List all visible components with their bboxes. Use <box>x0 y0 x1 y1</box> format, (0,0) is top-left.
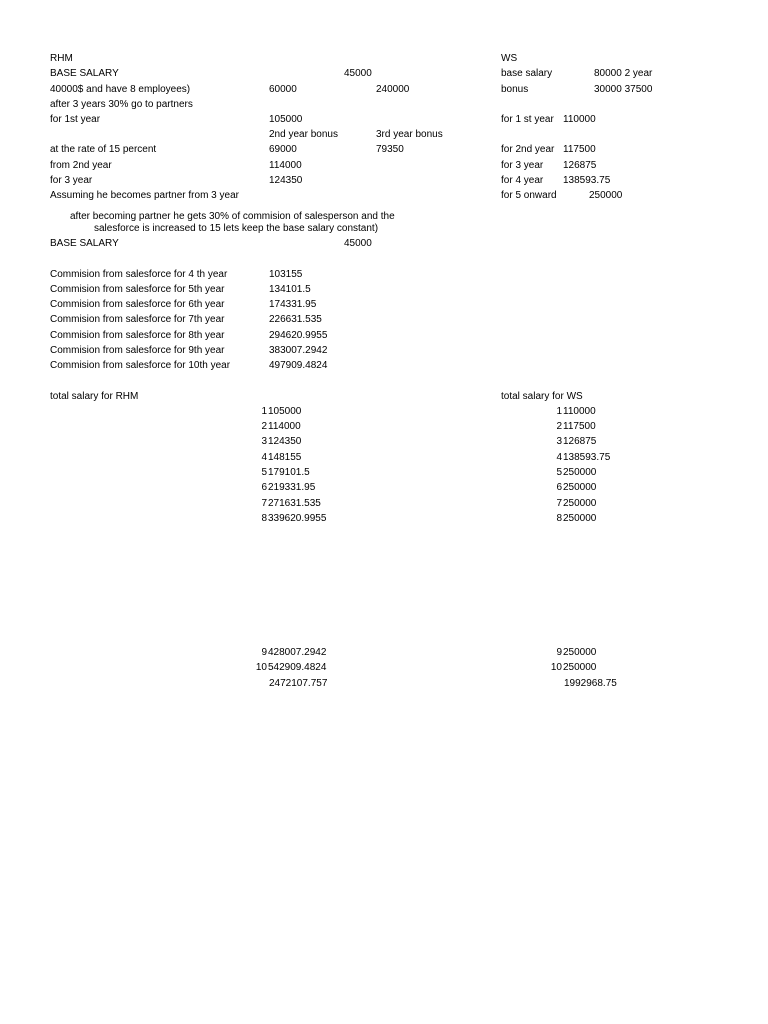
year-number: 10 <box>255 662 267 673</box>
total-value: 126875 <box>563 436 597 447</box>
rhm-first-year-value: 105000 <box>269 114 303 125</box>
ws-row-value: 250000 <box>589 190 623 201</box>
year-number: 1 <box>261 406 267 417</box>
rhm-partners-note: after 3 years 30% go to partners <box>50 99 193 110</box>
rhm-partner-note-line1: after becoming partner he gets 30% of commision of salesperson and the <box>70 211 395 222</box>
commission-label: Commision from salesforce for 10th year <box>50 360 231 371</box>
year-number: 5 <box>556 467 562 478</box>
commission-value: 134101.5 <box>269 284 311 295</box>
ws-base-salary-value: 80000 2 year <box>594 68 653 79</box>
total-value: 219331.95 <box>268 482 316 493</box>
total-value: 271631.535 <box>268 498 321 509</box>
year-number: 7 <box>261 498 267 509</box>
rhm-base-salary-label-2: BASE SALARY <box>50 238 119 249</box>
total-value: 250000 <box>563 647 597 658</box>
ws-row-value: 110000 <box>563 114 596 125</box>
year-number: 8 <box>556 513 562 524</box>
rhm-bonus-header-3: 3rd year bonus <box>376 129 443 140</box>
total-value: 179101.5 <box>268 467 310 478</box>
total-value: 124350 <box>268 436 302 447</box>
commission-label: Commision from salesforce for 8th year <box>50 330 225 341</box>
year-number: 6 <box>556 482 562 493</box>
total-value: 250000 <box>563 467 597 478</box>
total-value: 250000 <box>563 662 597 673</box>
total-value: 138593.75 <box>563 452 611 463</box>
commission-value: 294620.9955 <box>269 330 328 341</box>
commission-value: 103155 <box>269 269 303 280</box>
year-number: 3 <box>261 436 267 447</box>
ws-row-value: 126875 <box>563 160 597 171</box>
total-value: 114000 <box>268 421 301 432</box>
ws-row-value: 117500 <box>563 144 596 155</box>
year-number: 3 <box>556 436 562 447</box>
year-number: 7 <box>556 498 562 509</box>
ws-total-label: total salary for WS <box>501 391 583 402</box>
ws-row-label: for 1 st year <box>501 114 554 125</box>
year-number: 4 <box>556 452 562 463</box>
ws-row-label: for 4 year <box>501 175 544 186</box>
year-number: 6 <box>261 482 267 493</box>
rhm-value-240000: 240000 <box>376 84 410 95</box>
ws-title: WS <box>501 53 518 64</box>
commission-label: Commision from salesforce for 9th year <box>50 345 225 356</box>
year-number: 9 <box>556 647 562 658</box>
total-value: 339620.9955 <box>268 513 327 524</box>
rhm-rate-label: at the rate of 15 percent <box>50 144 157 155</box>
commission-value: 383007.2942 <box>269 345 328 356</box>
rhm-assume-note: Assuming he becomes partner from 3 year <box>50 190 239 201</box>
year-number: 2 <box>261 421 267 432</box>
rhm-for-3-value: 124350 <box>269 175 303 186</box>
total-value: 428007.2942 <box>268 647 327 658</box>
rhm-title: RHM <box>50 53 73 64</box>
rhm-bonus-header-2: 2nd year bonus <box>269 129 338 140</box>
total-value: 117500 <box>563 421 596 432</box>
year-number: 8 <box>261 513 267 524</box>
rhm-from-2nd-label: from 2nd year <box>50 160 112 171</box>
commission-value: 174331.95 <box>269 299 317 310</box>
ws-bonus-value: 30000 37500 <box>594 84 653 95</box>
commission-label: Commision from salesforce for 5th year <box>50 284 225 295</box>
ws-row-value: 138593.75 <box>563 175 611 186</box>
ws-base-salary-label: base salary <box>501 68 553 79</box>
rhm-total-label: total salary for RHM <box>50 391 139 402</box>
ws-row-label: for 5 onward <box>501 190 557 201</box>
rhm-employees-note: 40000$ and have 8 employees) <box>50 84 191 95</box>
total-value: 250000 <box>563 513 597 524</box>
rhm-base-salary-value-2: 45000 <box>344 238 372 249</box>
commission-label: Commision from salesforce for 6th year <box>50 299 225 310</box>
rhm-from-2nd-value: 114000 <box>269 160 302 171</box>
year-number: 10 <box>550 662 562 673</box>
commission-value: 497909.4824 <box>269 360 328 371</box>
rhm-grand-total: 2472107.757 <box>269 678 328 689</box>
total-value: 105000 <box>268 406 302 417</box>
total-value: 250000 <box>563 498 597 509</box>
ws-row-label: for 2nd year <box>501 144 555 155</box>
rhm-first-year-label: for 1st year <box>50 114 101 125</box>
commission-label: Commision from salesforce for 7th year <box>50 314 225 325</box>
total-value: 250000 <box>563 482 597 493</box>
commission-value: 226631.535 <box>269 314 322 325</box>
rhm-rate-value-1: 69000 <box>269 144 297 155</box>
rhm-value-60000: 60000 <box>269 84 297 95</box>
rhm-partner-note-line2: salesforce is increased to 15 lets keep the base salary constant) <box>94 223 379 234</box>
year-number: 4 <box>261 452 267 463</box>
ws-row-label: for 3 year <box>501 160 544 171</box>
total-value: 148155 <box>268 452 302 463</box>
total-value: 542909.4824 <box>268 662 327 673</box>
year-number: 9 <box>261 647 267 658</box>
year-number: 1 <box>556 406 562 417</box>
rhm-for-3-label: for 3 year <box>50 175 93 186</box>
rhm-base-salary-value: 45000 <box>344 68 372 79</box>
year-number: 2 <box>556 421 562 432</box>
ws-grand-total: 1992968.75 <box>564 678 617 689</box>
rhm-rate-value-2: 79350 <box>376 144 404 155</box>
total-value: 110000 <box>563 406 596 417</box>
ws-bonus-label: bonus <box>501 84 529 95</box>
year-number: 5 <box>261 467 267 478</box>
commission-label: Commision from salesforce for 4 th year <box>50 269 228 280</box>
rhm-base-salary-label: BASE SALARY <box>50 68 119 79</box>
